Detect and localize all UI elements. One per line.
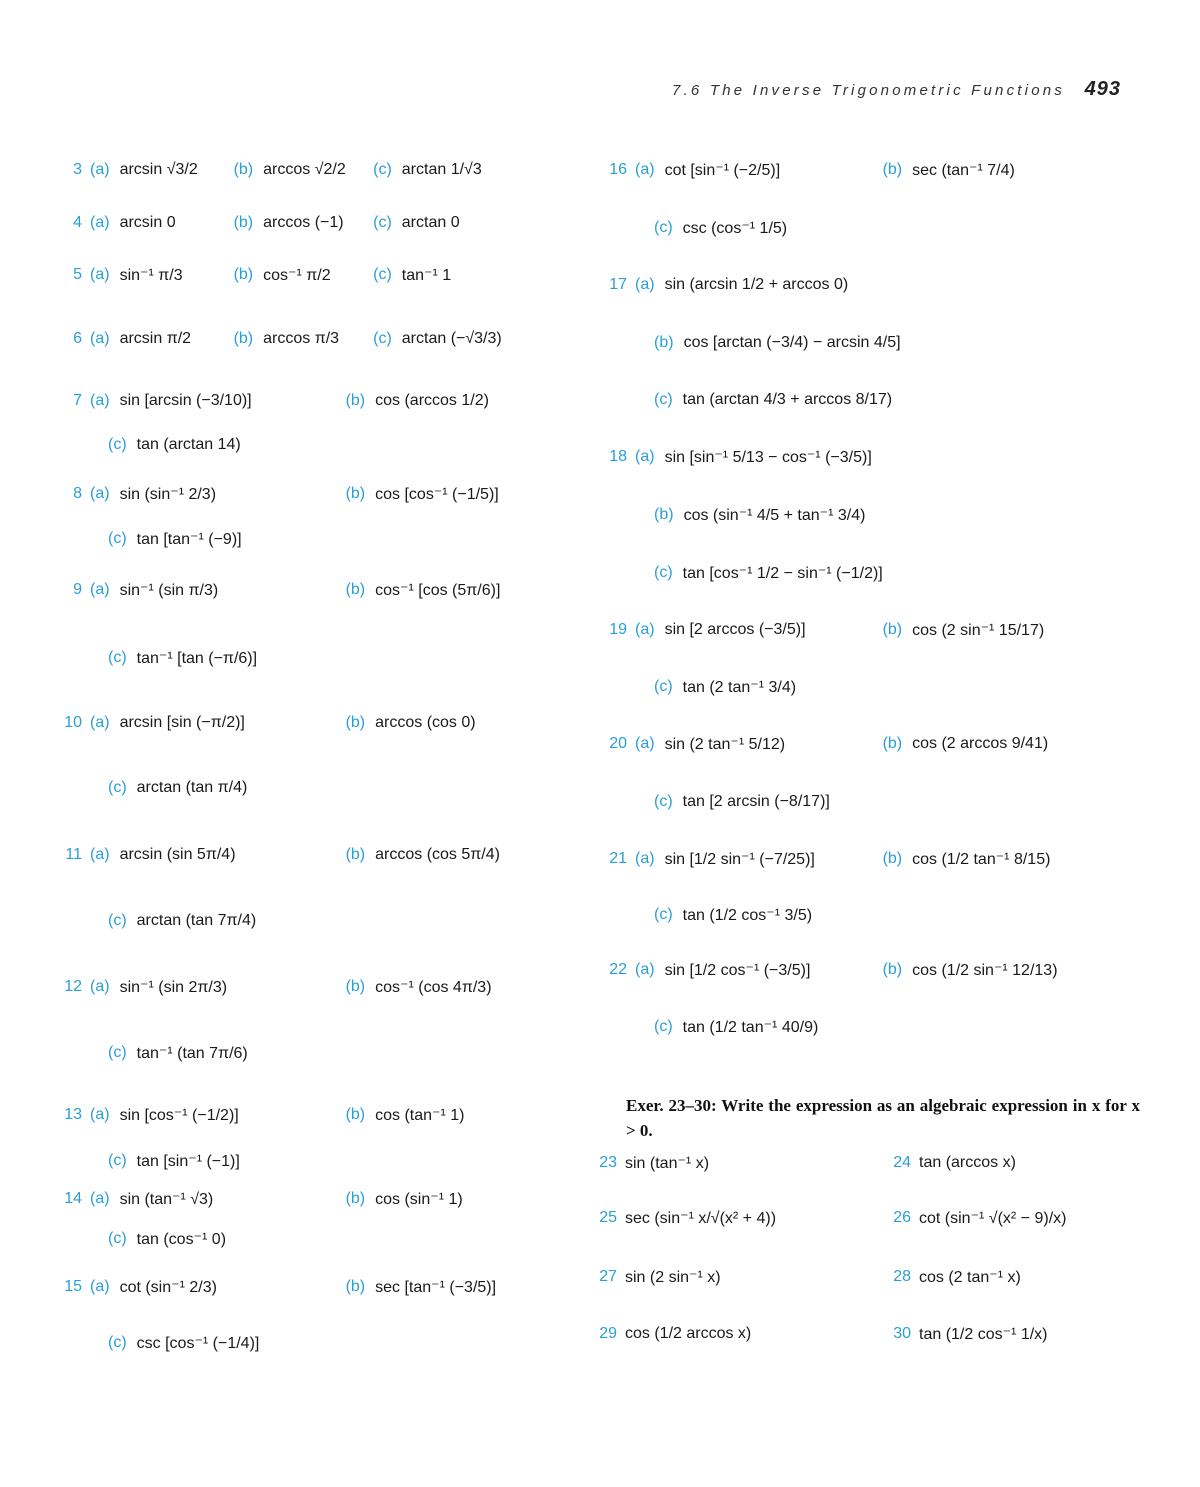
exercise-instruction: Exer. 23–30: Write the expression as an algebraic expression in x for x > 0. (626, 1096, 1140, 1140)
exercise-19c: (c) tan (2 tan⁻¹ 3/4) (654, 678, 797, 696)
exercise-23: 23 sin (tan⁻¹ x) (599, 1154, 710, 1172)
exercise-19: 19 (a) sin [2 arccos (−3/5)] (b) cos (2 sin⁻¹ 15/17) (609, 621, 1045, 639)
exercise-25: 25 sec (sin⁻¹ x/√(x² + 4)) (599, 1209, 777, 1227)
exercise-17b: (b) cos [arctan (−3/4) − arcsin 4/5] (654, 334, 901, 351)
exercise-22: 22 (a) sin [1/2 cos⁻¹ (−3/5)] (b) cos (1/2 sin⁻¹ 12/13) (609, 961, 1058, 979)
exercise-8: 8 (a) sin (sin⁻¹ 2/3) (b) cos [cos⁻¹ (−1/5)] (73, 485, 499, 503)
exercise-27: 27 sin (2 sin⁻¹ x) (599, 1268, 721, 1286)
exercise-13: 13 (a) sin [cos⁻¹ (−1/2)] (b) cos (tan⁻¹ 1) (64, 1106, 465, 1124)
exercise-5: 5 (a) sin⁻¹ π/3 (b) cos⁻¹ π/2 (c) tan⁻¹ 1 (73, 266, 452, 284)
exercise-16: 16 (a) cot [sin⁻¹ (−2/5)] (b) sec (tan⁻¹ 7/4) (609, 161, 1015, 179)
exercise-28: 28 cos (2 tan⁻¹ x) (893, 1268, 1021, 1286)
exercise-3: 3 (a) arcsin √3/2 (b) arccos √2/2 (c) arctan 1/√3 (73, 161, 482, 178)
exercise-13c: (c) tan [sin⁻¹ (−1)] (108, 1152, 240, 1170)
exercise-24: 24 tan (arccos x) (893, 1154, 1016, 1171)
exercise-7: 7 (a) sin [arcsin (−3/10)] (b) cos (arccos 1/2) (73, 392, 489, 409)
exercise-15c: (c) csc [cos⁻¹ (−1/4)] (108, 1334, 260, 1352)
exercise-17: 17 (a) sin (arcsin 1/2 + arccos 0) (609, 276, 849, 293)
exercise-4: 4 (a) arcsin 0 (b) arccos (−1) (c) arctan 0 (73, 214, 460, 231)
exercise-15: 15 (a) cot (sin⁻¹ 2/3) (b) sec [tan⁻¹ (−3/5)] (64, 1278, 497, 1296)
exercise-18b: (b) cos (sin⁻¹ 4/5 + tan⁻¹ 3/4) (654, 506, 866, 524)
exercise-14: 14 (a) sin (tan⁻¹ √3) (b) cos (sin⁻¹ 1) (64, 1190, 463, 1208)
exercise-10c: (c) arctan (tan π/4) (108, 779, 248, 796)
exercise-21: 21 (a) sin [1/2 sin⁻¹ (−7/25)] (b) cos (1/2 tan⁻¹ 8/15) (609, 850, 1051, 868)
exercise-7c: (c) tan (arctan 14) (108, 436, 241, 453)
exercise-21c: (c) tan (1/2 cos⁻¹ 3/5) (654, 906, 813, 924)
page-header (600, 80, 1123, 108)
exercise-10: 10 (a) arcsin [sin (−π/2)] (b) arccos (cos 0) (64, 714, 476, 731)
exercise-11c: (c) arctan (tan 7π/4) (108, 912, 257, 929)
exercise-8c: (c) tan [tan⁻¹ (−9)] (108, 530, 242, 548)
chapter-title: 7.6 The Inverse Trigonometric Functions (672, 82, 1065, 99)
exercise-18: 18 (a) sin [sin⁻¹ 5/13 − cos⁻¹ (−3/5)] (609, 448, 872, 466)
page-number: 493 (1084, 78, 1121, 100)
exercise-22c: (c) tan (1/2 tan⁻¹ 40/9) (654, 1018, 819, 1036)
exercise-9c: (c) tan⁻¹ [tan (−π/6)] (108, 649, 258, 667)
exercise-26: 26 cot (sin⁻¹ √(x² − 9)/x) (893, 1209, 1067, 1227)
exercise-30: 30 tan (1/2 cos⁻¹ 1/x) (893, 1325, 1048, 1343)
exercise-12c: (c) tan⁻¹ (tan 7π/6) (108, 1044, 248, 1062)
exercise-16c: (c) csc (cos⁻¹ 1/5) (654, 219, 788, 237)
exercise-20c: (c) tan [2 arcsin (−8/17)] (654, 793, 830, 810)
exercise-9: 9 (a) sin⁻¹ (sin π/3) (b) cos⁻¹ [cos (5π/6)] (73, 581, 501, 599)
exercise-14c: (c) tan (cos⁻¹ 0) (108, 1230, 227, 1248)
exercise-18c: (c) tan [cos⁻¹ 1/2 − sin⁻¹ (−1/2)] (654, 564, 883, 582)
exercise-6: 6 (a) arcsin π/2 (b) arccos π/3 (c) arctan (−√3/3) (73, 330, 502, 347)
exercise-17c: (c) tan (arctan 4/3 + arccos 8/17) (654, 391, 893, 408)
exercise-29: 29 cos (1/2 arccos x) (599, 1325, 752, 1342)
exercise-12: 12 (a) sin⁻¹ (sin 2π/3) (b) cos⁻¹ (cos 4π/3) (64, 978, 492, 996)
exercise-11: 11 (a) arcsin (sin 5π/4) (b) arccos (cos 5π/4) (65, 846, 500, 863)
exercise-20: 20 (a) sin (2 tan⁻¹ 5/12) (b) cos (2 arccos 9/41) (609, 735, 1049, 753)
